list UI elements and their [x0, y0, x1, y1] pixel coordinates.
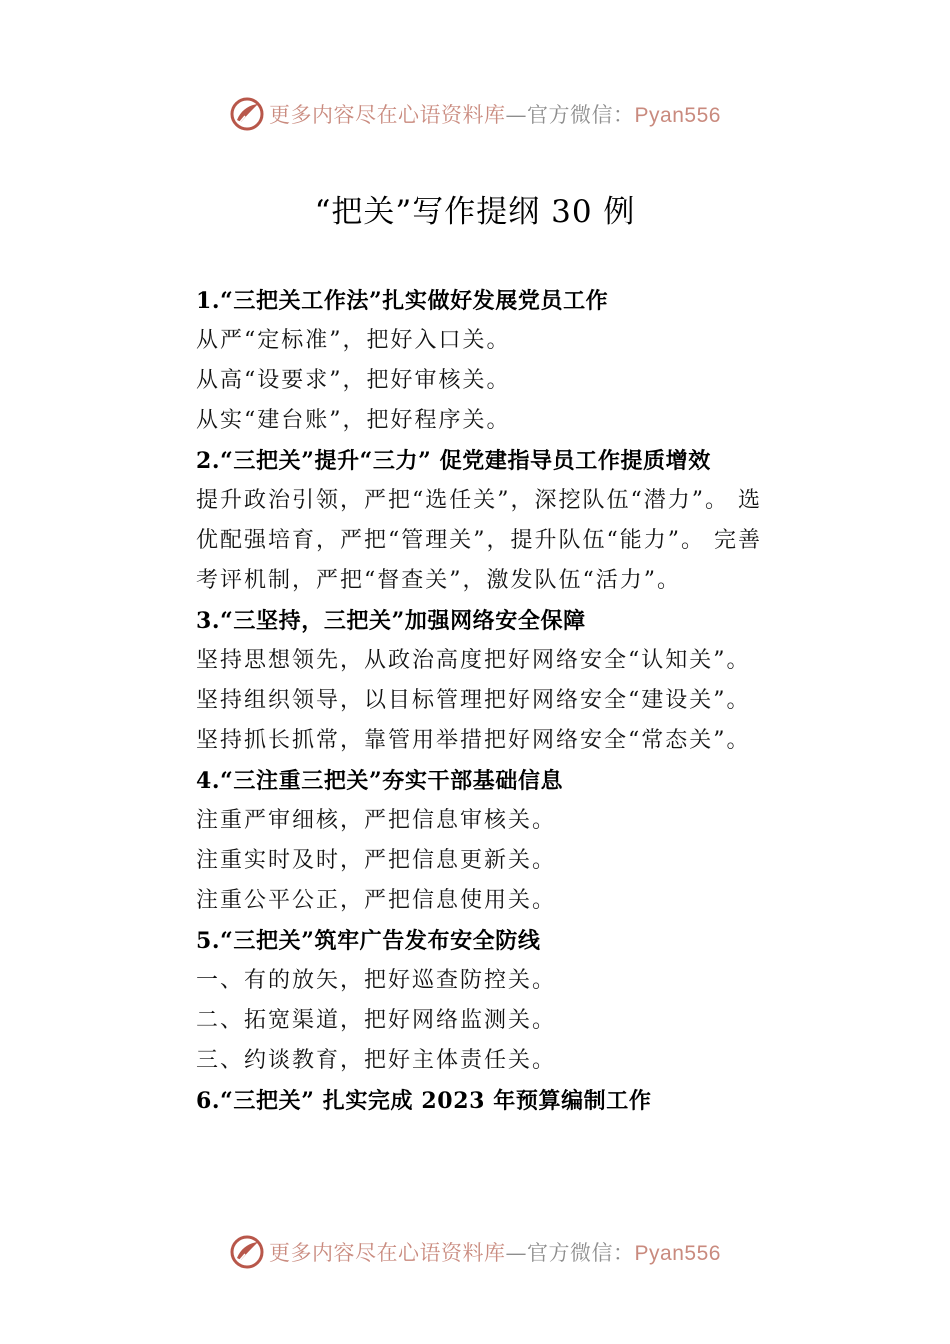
body-line: 从实“建台账”，把好程序关。: [196, 408, 511, 433]
banner-main-text: 更多内容尽在心语资料库: [269, 103, 506, 127]
body-line: 从高“设要求”，把好审核关。: [196, 368, 511, 393]
banner-main-text: 更多内容尽在心语资料库: [269, 1241, 506, 1265]
body-line: 坚持思想领先，从政治高度把好网络安全“认知关”。: [196, 648, 751, 673]
body-line: 坚持抓长抓常，靠管用举措把好网络安全“常态关”。: [196, 728, 751, 753]
section-heading: 1.“三把关工作法”扎实做好发展党员工作: [196, 288, 609, 314]
body-line: 一、有的放矢，把好巡查防控关。: [196, 968, 557, 993]
header-watermark-banner: [0, 92, 950, 136]
body-line: 坚持组织领导，以目标管理把好网络安全“建设关”。: [196, 688, 751, 713]
body-line: 提升政治引领，严把“选任关”，深挖队伍“潜力”。 选: [196, 488, 762, 513]
banner-wechat-id: Pyan556: [634, 1242, 721, 1265]
section-heading: 4.“三注重三把关”夯实干部基础信息: [196, 768, 564, 794]
banner-wechat-id: Pyan556: [634, 104, 721, 127]
body-line: 考评机制，严把“督查关”，激发队伍“活力”。: [196, 568, 681, 593]
body-line: 二、拓宽渠道，把好网络监测关。: [196, 1008, 557, 1033]
body-line: 优配强培育，严把“管理关”，提升队伍“能力”。 完善: [196, 528, 762, 553]
document-body: [196, 281, 816, 1121]
body-line: 三、约谈教育，把好主体责任关。: [196, 1048, 557, 1073]
banner-separator-text: —官方微信：: [505, 103, 635, 127]
body-line: 注重实时及时，严把信息更新关。: [196, 848, 557, 873]
section-heading: 5.“三把关”筑牢广告发布安全防线: [196, 928, 541, 954]
section-heading: 3.“三坚持，三把关”加强网络安全保障: [196, 608, 586, 634]
section-heading: 2.“三把关”提升“三力” 促党建指导员工作提质增效: [196, 448, 711, 474]
document-title: “把关”写作提纲 30 例: [314, 194, 636, 230]
pen-logo-icon: [229, 96, 265, 132]
body-line: 从严“定标准”，把好入口关。: [196, 328, 511, 353]
section-heading: 6.“三把关” 扎实完成 2023 年预算编制工作: [196, 1088, 652, 1114]
footer-watermark-banner: [0, 1230, 950, 1274]
body-line: 注重公平公正，严把信息使用关。: [196, 888, 557, 913]
banner-separator-text: —官方微信：: [505, 1241, 635, 1265]
body-line: 注重严审细核，严把信息审核关。: [196, 808, 557, 833]
pen-logo-icon: [229, 1234, 265, 1270]
